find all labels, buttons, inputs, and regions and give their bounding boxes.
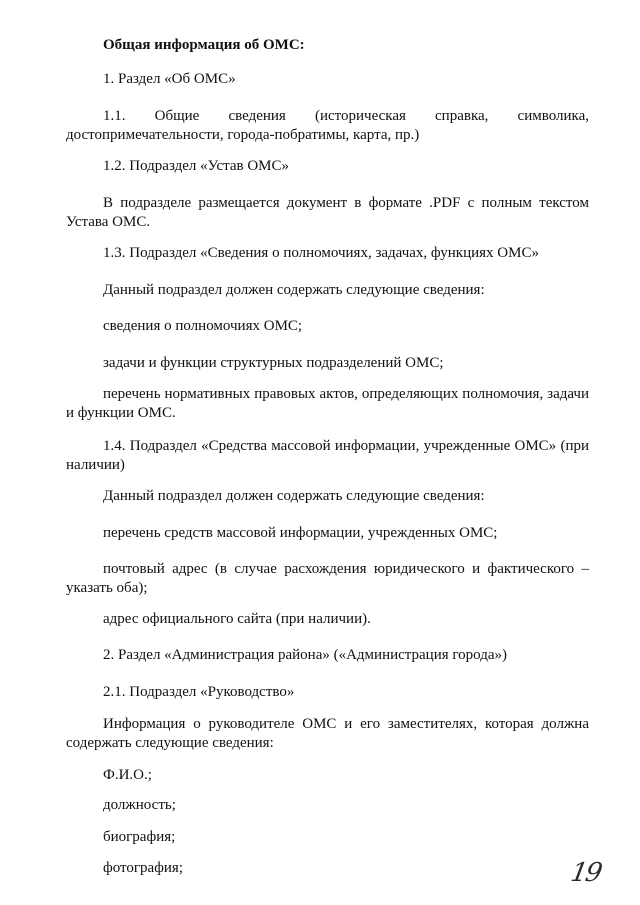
section-1-title: 1. Раздел «Об ОМС» [103, 71, 236, 87]
subsection-1-3-title: 1.3. Подраздел «Сведения о полномочиях, задачах, функциях ОМС» [103, 245, 539, 261]
subsection-2-1-text: Информация о руководителе ОМС и его заместителях, которая должна содержать следующие сведения: [66, 716, 589, 751]
list-item: адрес официального сайта (при наличии). [103, 611, 371, 627]
page-number: 19 [568, 858, 603, 888]
subsection-1-2-title: 1.2. Подраздел «Устав ОМС» [103, 158, 289, 174]
subsection-1-3-intro: Данный подраздел должен содержать следующие сведения: [103, 282, 485, 298]
section-2-title: 2. Раздел «Администрация района» («Администрация города») [103, 647, 508, 663]
list-item: биография; [103, 829, 176, 845]
list-item: задачи и функции структурных подразделений ОМС; [103, 355, 444, 371]
subsection-1-2-text: В подразделе размещается документ в формате .PDF с полным текстом Устава ОМС. [66, 195, 589, 230]
subsection-1-1-text: 1.1. Общие сведения (историческая справка, символика, достопримечательности, города-побратимы, карта, пр.) [66, 108, 589, 143]
subsection-2-1-title: 2.1. Подраздел «Руководство» [103, 684, 295, 700]
list-item: почтовый адрес (в случае расхождения юридического и фактического – указать оба); [66, 561, 589, 596]
subsection-1-4-intro: Данный подраздел должен содержать следующие сведения: [103, 488, 485, 504]
document-heading: Общая информация об ОМС: [103, 37, 305, 53]
list-item: сведения о полномочиях ОМС; [103, 318, 303, 334]
list-item: Ф.И.О.; [103, 767, 152, 783]
list-item: фотография; [103, 860, 184, 876]
list-item: должность; [103, 797, 176, 813]
list-item: перечень средств массовой информации, учрежденных ОМС; [103, 525, 498, 541]
subsection-1-4-title: 1.4. Подраздел «Средства массовой информации, учрежденные ОМС» (при наличии) [66, 438, 589, 473]
list-item: перечень нормативных правовых актов, определяющих полномочия, задачи и функции ОМС. [66, 386, 589, 421]
